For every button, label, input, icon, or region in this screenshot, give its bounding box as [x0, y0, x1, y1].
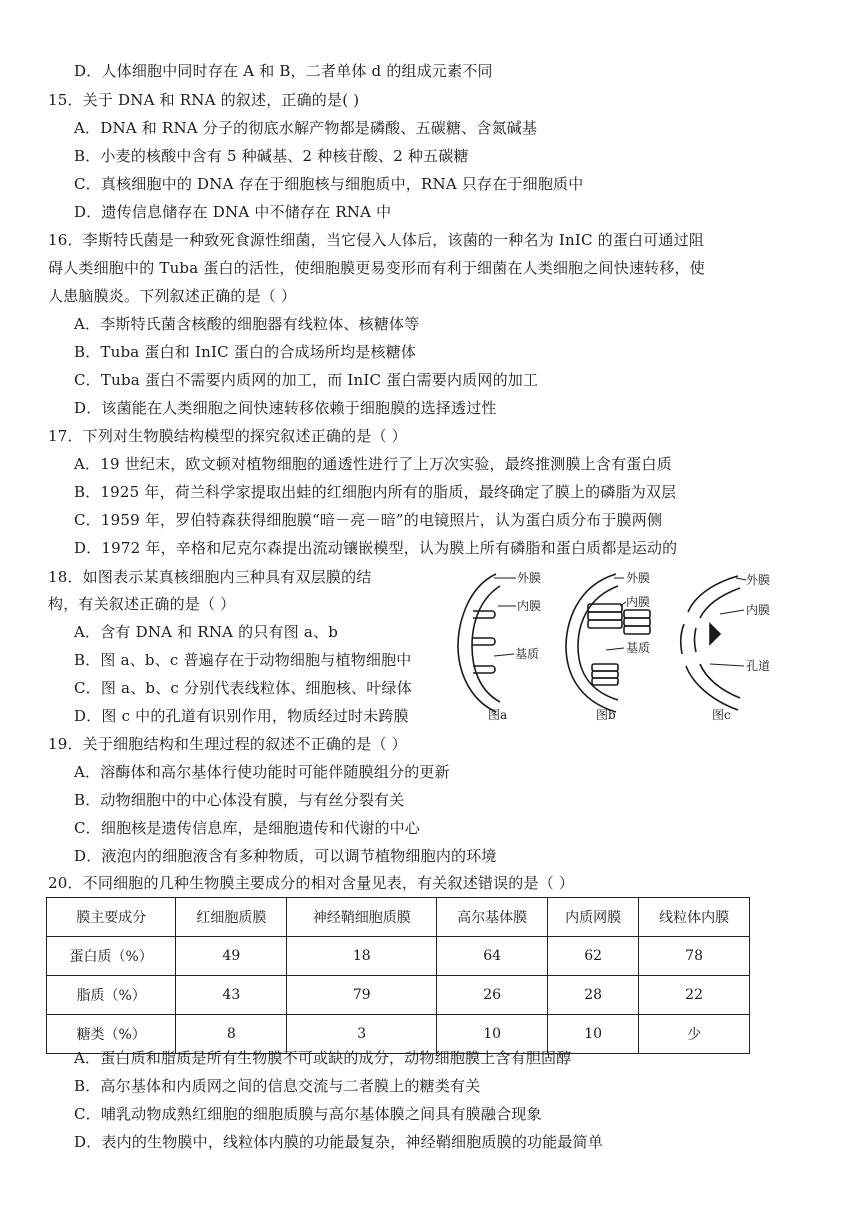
q18-option-c: C．图 a、b、c 分别代表线粒体、细胞核、叶绿体	[74, 679, 412, 697]
q18-option-a: A．含有 DNA 和 RNA 的只有图 a、b	[74, 623, 339, 641]
table-cell: 10	[437, 1015, 548, 1054]
table-header-cell: 红细胞质膜	[176, 898, 287, 937]
q17-option-b: B．1925 年，荷兰科学家提取出蛙的红细胞内所有的脂质，最终确定了膜上的磷脂为双层	[74, 483, 677, 501]
q18-stem-line1: 18．如图表示某真核细胞内三种具有双层膜的结	[48, 568, 372, 586]
membrane-composition-table	[46, 897, 750, 1054]
q17-stem: 17．下列对生物膜结构模型的探究叙述正确的是（ ）	[48, 427, 407, 445]
q19-stem: 19．关于细胞结构和生理过程的叙述不正确的是（ ）	[48, 735, 407, 753]
q20-stem: 20．不同细胞的几种生物膜主要成分的相对含量见表，有关叙述错误的是（ ）	[48, 874, 575, 892]
table-cell: 8	[176, 1015, 287, 1054]
figure-c-caption: 图c	[712, 708, 731, 722]
table-cell: 蛋白质（%）	[47, 937, 176, 976]
table-header-cell: 高尔基体膜	[437, 898, 548, 937]
q15-option-b: B．小麦的核酸中含有 5 种碱基、2 种核苷酸、2 种五碳糖	[74, 147, 469, 165]
table-row	[47, 937, 750, 976]
table-cell: 78	[639, 937, 750, 976]
table-cell: 糖类（%）	[47, 1015, 176, 1054]
figure-a-matrix-label: 基质	[515, 647, 540, 661]
table-header-cell: 神经鞘细胞质膜	[287, 898, 437, 937]
table-cell: 79	[287, 976, 437, 1015]
q15-option-d: D．遗传信息储存在 DNA 中不储存在 RNA 中	[74, 203, 392, 221]
table-cell: 3	[287, 1015, 437, 1054]
figure-c-inner-label: 内膜	[746, 603, 771, 617]
figure-b-outer-label: 外膜	[626, 571, 651, 585]
q16-stem-line2: 碍人类细胞中的 Tuba 蛋白的活性，使细胞膜更易变形而有利于细菌在人类细胞之间快速转移，使	[48, 259, 705, 277]
figure-c-nuclear-envelope	[681, 576, 746, 710]
q15-stem: 15．关于 DNA 和 RNA 的叙述，正确的是( )	[48, 91, 360, 109]
table-cell: 43	[176, 976, 287, 1015]
table-cell: 64	[437, 937, 548, 976]
table-cell: 脂质（%）	[47, 976, 176, 1015]
q16-option-d: D．该菌能在人类细胞之间快速转移依赖于细胞膜的选择透过性	[74, 399, 497, 417]
figure-a-inner-label: 内膜	[517, 599, 542, 613]
q20-option-b: B．高尔基体和内质网之间的信息交流与二者膜上的糖类有关	[74, 1077, 481, 1095]
figure-b-caption: 图b	[596, 708, 616, 722]
q18-stem-line2: 构，有关叙述正确的是（ ）	[48, 595, 236, 613]
q14-option-d: D．人体细胞中同时存在 A 和 B，二者单体 d 的组成元素不同	[74, 62, 493, 80]
q20-option-d: D．表内的生物膜中，线粒体内膜的功能最复杂，神经鞘细胞质膜的功能最简单	[74, 1133, 604, 1151]
table-cell: 62	[548, 937, 639, 976]
figure-c-outer-label: 外膜	[746, 573, 771, 587]
table-cell: 10	[548, 1015, 639, 1054]
double-membrane-figure	[448, 566, 808, 726]
q19-option-a: A．溶酶体和高尔基体行使功能时可能伴随膜组分的更新	[74, 763, 450, 781]
q16-option-c: C．Tuba 蛋白不需要内质网的加工，而 InIC 蛋白需要内质网的加工	[74, 371, 539, 389]
table-cell: 少	[639, 1015, 750, 1054]
table-header-cell: 膜主要成分	[47, 898, 176, 937]
table-header-row	[47, 898, 750, 937]
q18-option-d: D．图 c 中的孔道有识别作用，物质经过时未跨膜	[74, 707, 409, 725]
figure-c-pore-label: 孔道	[746, 659, 771, 673]
q17-option-d: D．1972 年，辛格和尼克尔森提出流动镶嵌模型，认为膜上所有磷脂和蛋白质都是运动的	[74, 539, 678, 557]
q16-stem-line1: 16．李斯特氏菌是一种致死食源性细菌，当它侵入人体后，该菌的一种名为 InIC 的蛋白可通过阻	[48, 231, 705, 249]
q16-option-a: A．李斯特氏菌含核酸的细胞器有线粒体、核糖体等	[74, 315, 420, 333]
q20-option-a: A．蛋白质和脂质是所有生物膜不可或缺的成分，动物细胞膜上含有胆固醇	[74, 1049, 572, 1067]
q15-option-a: A．DNA 和 RNA 分子的彻底水解产物都是磷酸、五碳糖、含氮碱基	[74, 119, 538, 137]
q18-option-b: B．图 a、b、c 普遍存在于动物细胞与植物细胞中	[74, 651, 412, 669]
table-cell: 22	[639, 976, 750, 1015]
figure-a-mitochondrion	[458, 574, 516, 712]
q19-option-b: B．动物细胞中的中心体没有膜，与有丝分裂有关	[74, 791, 405, 809]
figure-b-inner-label: 内膜	[626, 595, 651, 609]
q20-option-c: C．哺乳动物成熟红细胞的细胞质膜与高尔基体膜之间具有膜融合现象	[74, 1105, 542, 1123]
q16-option-b: B．Tuba 蛋白和 InIC 蛋白的合成场所均是核糖体	[74, 343, 417, 361]
table-header-cell: 线粒体内膜	[639, 898, 750, 937]
q17-option-a: A．19 世纪末，欧文顿对植物细胞的通透性进行了上万次实验，最终推测膜上含有蛋白质	[74, 455, 672, 473]
figure-a-caption: 图a	[488, 708, 508, 722]
table-cell: 49	[176, 937, 287, 976]
table-cell: 18	[287, 937, 437, 976]
table-cell: 26	[437, 976, 548, 1015]
figure-b-matrix-label: 基质	[626, 641, 651, 655]
table-header-cell: 内质网膜	[548, 898, 639, 937]
figure-a-outer-label: 外膜	[517, 571, 542, 585]
q17-option-c: C．1959 年，罗伯特森获得细胞膜“暗－亮－暗”的电镜照片，认为蛋白质分布于膜两侧	[74, 511, 663, 529]
q15-option-c: C．真核细胞中的 DNA 存在于细胞核与细胞质中，RNA 只存在于细胞质中	[74, 175, 584, 193]
table-cell: 28	[548, 976, 639, 1015]
q19-option-d: D．液泡内的细胞液含有多种物质，可以调节植物细胞内的环境	[74, 847, 497, 865]
table-row	[47, 976, 750, 1015]
q16-stem-line3: 人患脑膜炎。下列叙述正确的是（ ）	[48, 287, 297, 305]
q19-option-c: C．细胞核是遗传信息库，是细胞遗传和代谢的中心	[74, 819, 421, 837]
